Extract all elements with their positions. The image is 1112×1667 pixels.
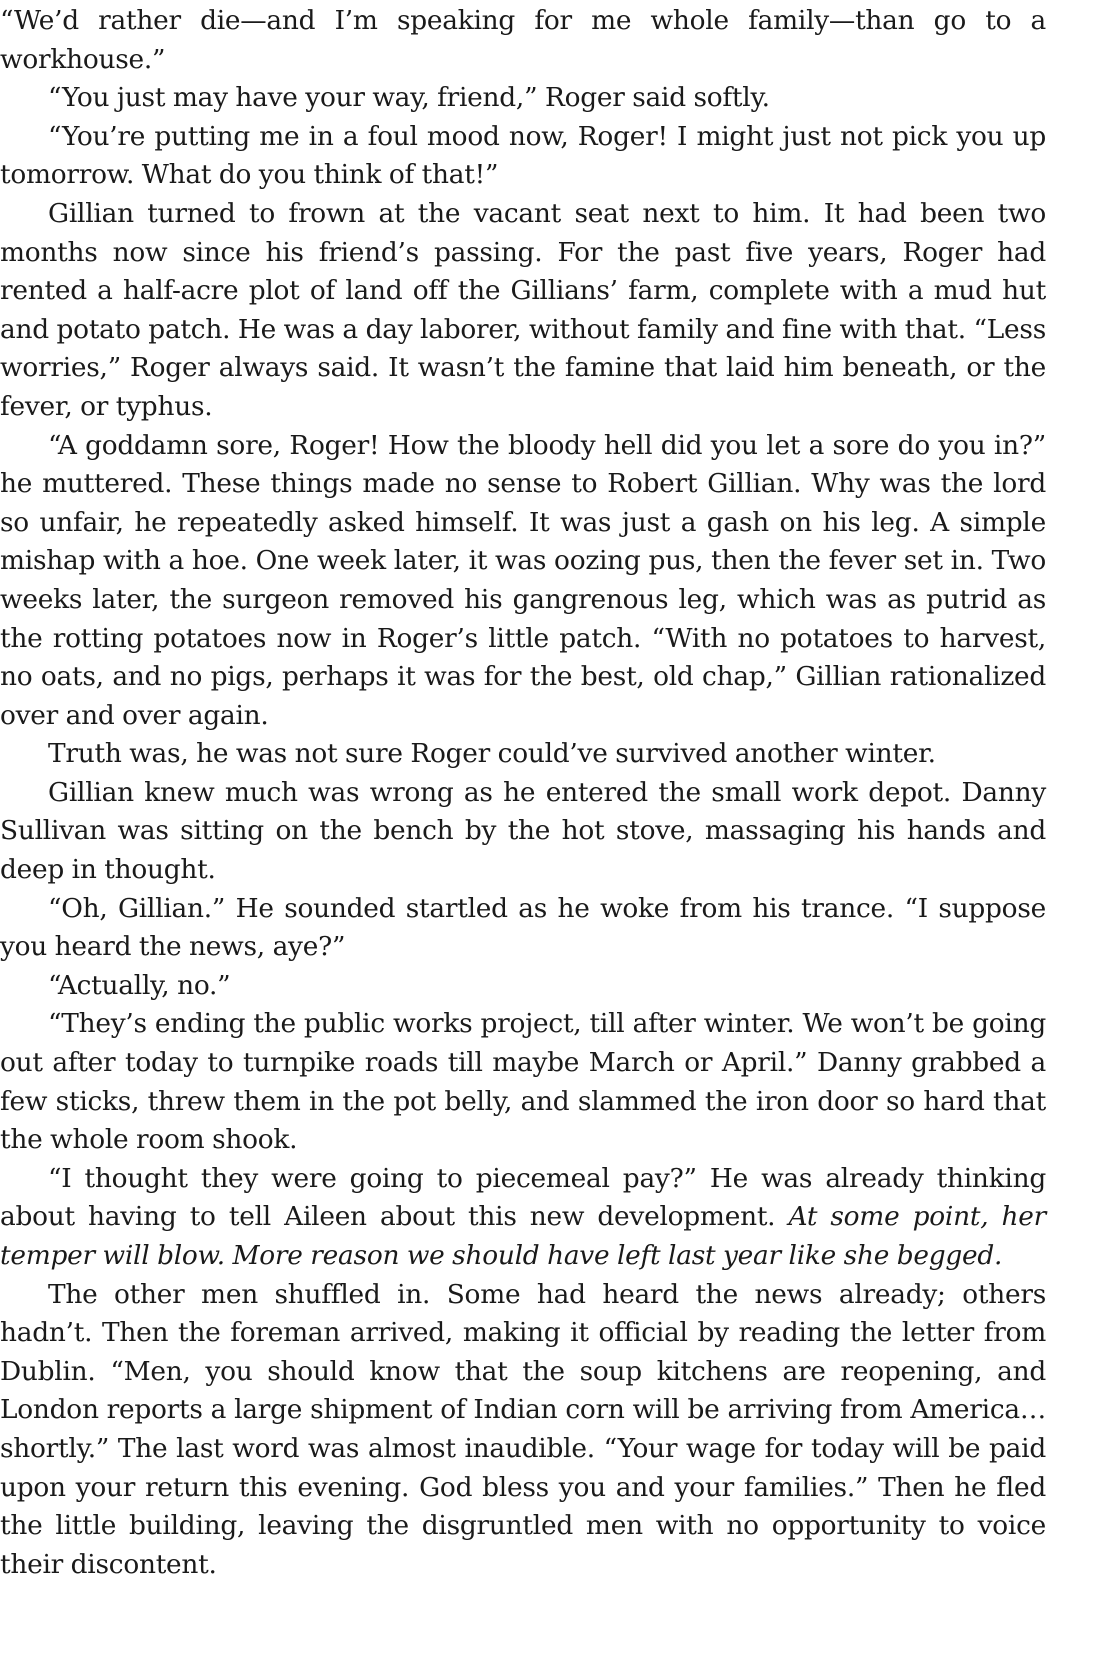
paragraph [0,2,1046,79]
paragraph-text: “You just may have your way, friend,” Roger said softly. [48,82,770,114]
italic-thought: At some point, her temper will blow. More reason we should have left last year like she begged. [0,1201,1046,1271]
paragraph-text: “We’d rather die—and I’m speaking for me whole family—than go to a workhouse.” [0,5,1046,75]
paragraph [0,79,1046,118]
paragraph [0,1276,1046,1585]
paragraph-text: “A goddamn sore, Roger! How the bloody hell did you let a sore do you in?” he muttered. These things made no sense to Robert Gillian. Why was the lord so unfair, he repeatedly asked himself. It was just a gash on his leg. A simple mishap with a hoe. One week later, it was oozing pus, then the fever set in. Two weeks later, the surgeon removed his gangrenous leg, which was as putrid as the rotting potatoes now in Roger’s little patch. “With no potatoes to harvest, no oats, and no pigs, perhaps it was for the best, old chap,” Gillian rationalized over and over again. [0,429,1046,731]
paragraph-text: “They’s ending the public works project, till after winter. We won’t be going out after today to turnpike roads till maybe March or April.” Danny grabbed a few sticks, threw them in the pot belly, and slammed the iron door so hard that the whole room shook. [0,1008,1046,1156]
paragraph-text: The other men shuffled in. Some had heard the news already; others hadn’t. Then the foreman arrived, making it official by reading the letter from Dublin. “Men, you should know that the soup kitchens are reopening, and London reports a large shipment of Indian corn will be arriving from America… shortly.” The last word was almost inaudible. “Your wage for today will be paid upon your return this evening. God bless you and your families.” Then he fled the little building, leaving the disgruntled men with no opportunity to voice their discontent. [0,1278,1046,1580]
paragraph-text: Truth was, he was not sure Roger could’ve survived another winter. [48,738,936,770]
paragraph [0,427,1046,736]
paragraph-text: Gillian knew much was wrong as he entered the small work depot. Danny Sullivan was sitting on the bench by the hot stove, massaging his hands and deep in thought. [0,776,1046,886]
paragraph-text: “I thought they were going to piecemeal pay?” He was already thinking about having to tell Aileen about this new development. [0,1162,1046,1233]
paragraph [0,195,1046,427]
paragraph [0,735,1046,774]
paragraph-text: “Actually, no.” [48,969,231,1001]
paragraph-text: Gillian turned to frown at the vacant seat next to him. It had been two months now since his friend’s passing. For the past five years, Roger had rented a half-acre plot of land off the Gillians’ farm, complete with a mud hut and potato patch. He was a day laborer, without family and fine with that. “Less worries,” Roger always said. It wasn’t the famine that laid him beneath, or the fever, or typhus. [0,197,1046,422]
paragraph-text: “Oh, Gillian.” He sounded startled as he woke from his trance. “I suppose you heard the news, aye?” [0,892,1046,963]
paragraph [0,967,1046,1006]
paragraph [0,1160,1046,1276]
paragraph [0,774,1046,890]
paragraph-text: “You’re putting me in a foul mood now, Roger! I might just not pick you up tomorrow. What do you think of that!” [0,120,1046,191]
paragraph [0,118,1046,195]
paragraph [0,890,1046,967]
paragraph [0,1005,1046,1159]
